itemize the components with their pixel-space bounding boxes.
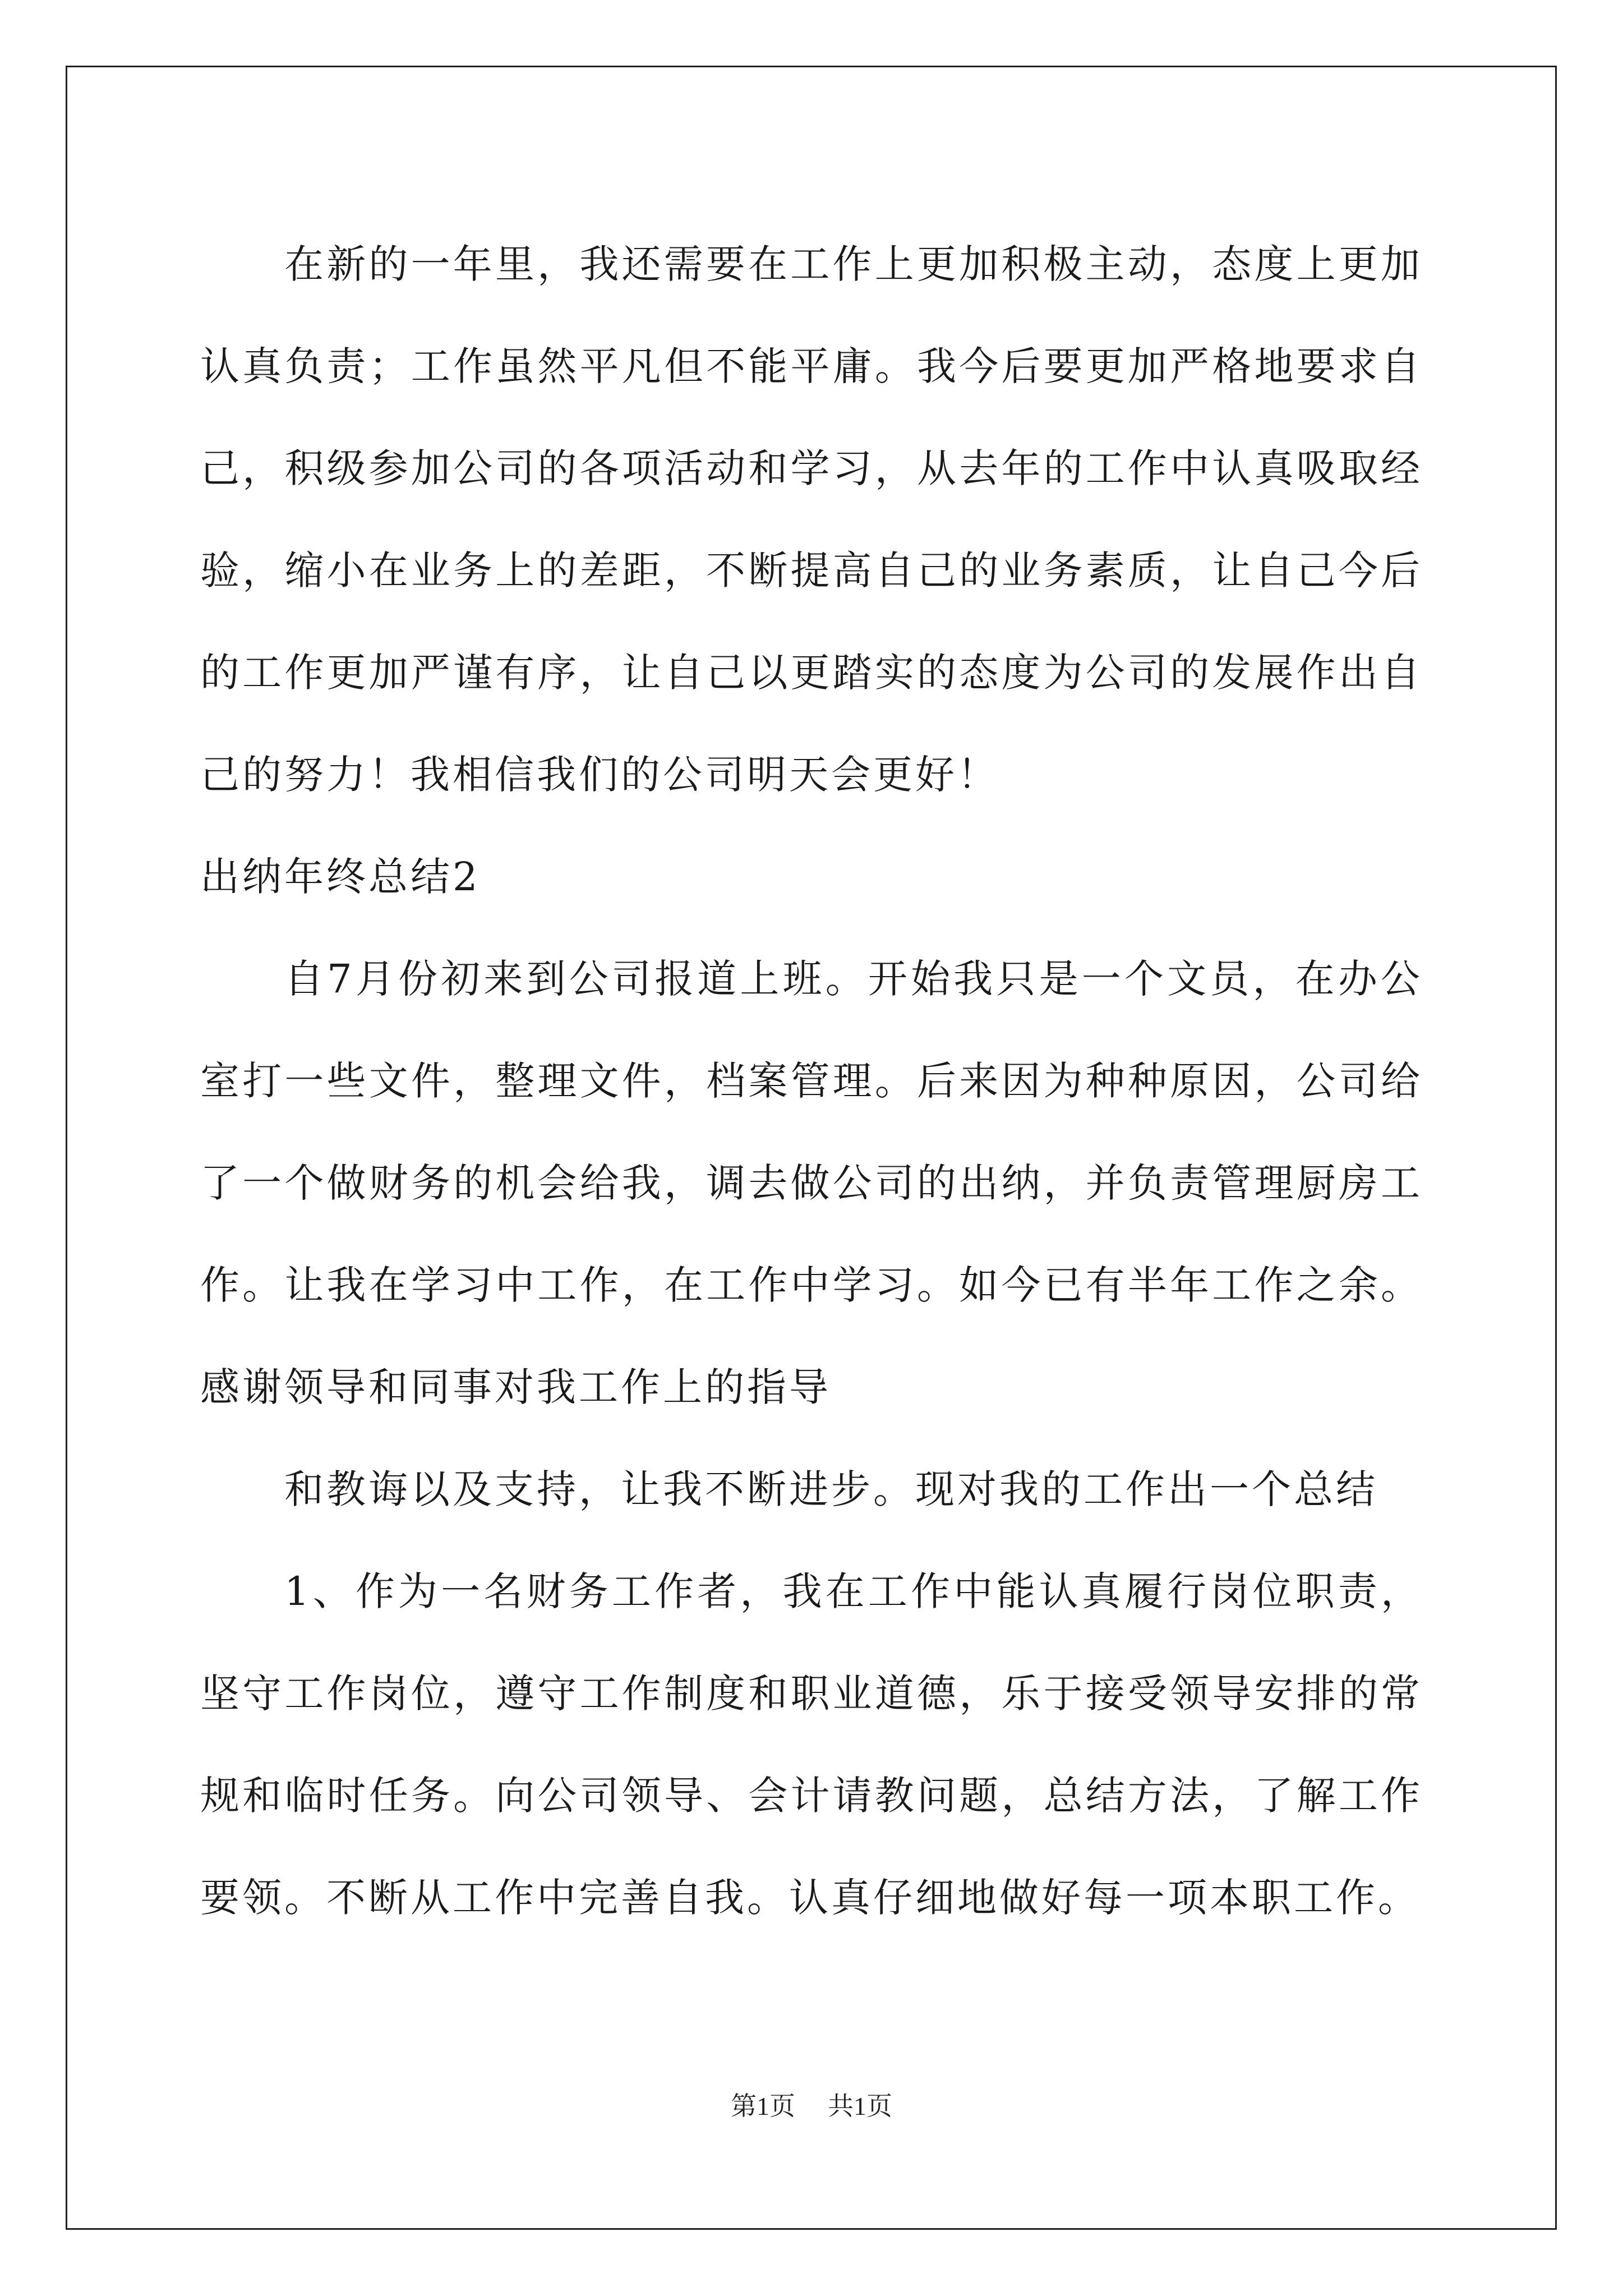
section-heading: 出纳年终总结2	[200, 854, 481, 900]
paragraph-4: 1、作为一名财务工作者，我在工作中能认真履行岗位职责，坚守工作岗位，遵守工作制度和职业道德，乐于接受领导安排的常规和临时任务。向公司领导、会计请教问题，总结方法，了解工作要领。不断从工作中完善自我。认真仔细地做好每一项本职工作。	[200, 1568, 1423, 1921]
paragraph-3: 和教诲以及支持，让我不断进步。现对我的工作出一个总结	[284, 1466, 1378, 1512]
page-number: 第1页	[731, 2092, 795, 2120]
page-total: 共1页	[828, 2092, 892, 2120]
document-body	[200, 213, 1423, 1949]
page-footer	[0, 2090, 1623, 2123]
paragraph-1: 在新的一年里，我还需要在工作上更加积极主动，态度上更加认真负责；工作虽然平凡但不能平庸。我今后要更加严格地要求自己，积级参加公司的各项活动和学习，从去年的工作中认真吸取经验，缩小在业务上的差距，不断提高自己的业务素质，让自己今后的工作更加严谨有序，让自己以更踏实的态度为公司的发展作出自己的努力！我相信我们的公司明天会更好！	[200, 241, 1423, 798]
paragraph-2: 自7月份初来到公司报道上班。开始我只是一个文员，在办公室打一些文件，整理文件，档案管理。后来因为种种原因，公司给了一个做财务的机会给我，调去做公司的出纳，并负责管理厨房工作。让我在学习中工作，在工作中学习。如今已有半年工作之余。感谢领导和同事对我工作上的指导	[200, 956, 1423, 1410]
